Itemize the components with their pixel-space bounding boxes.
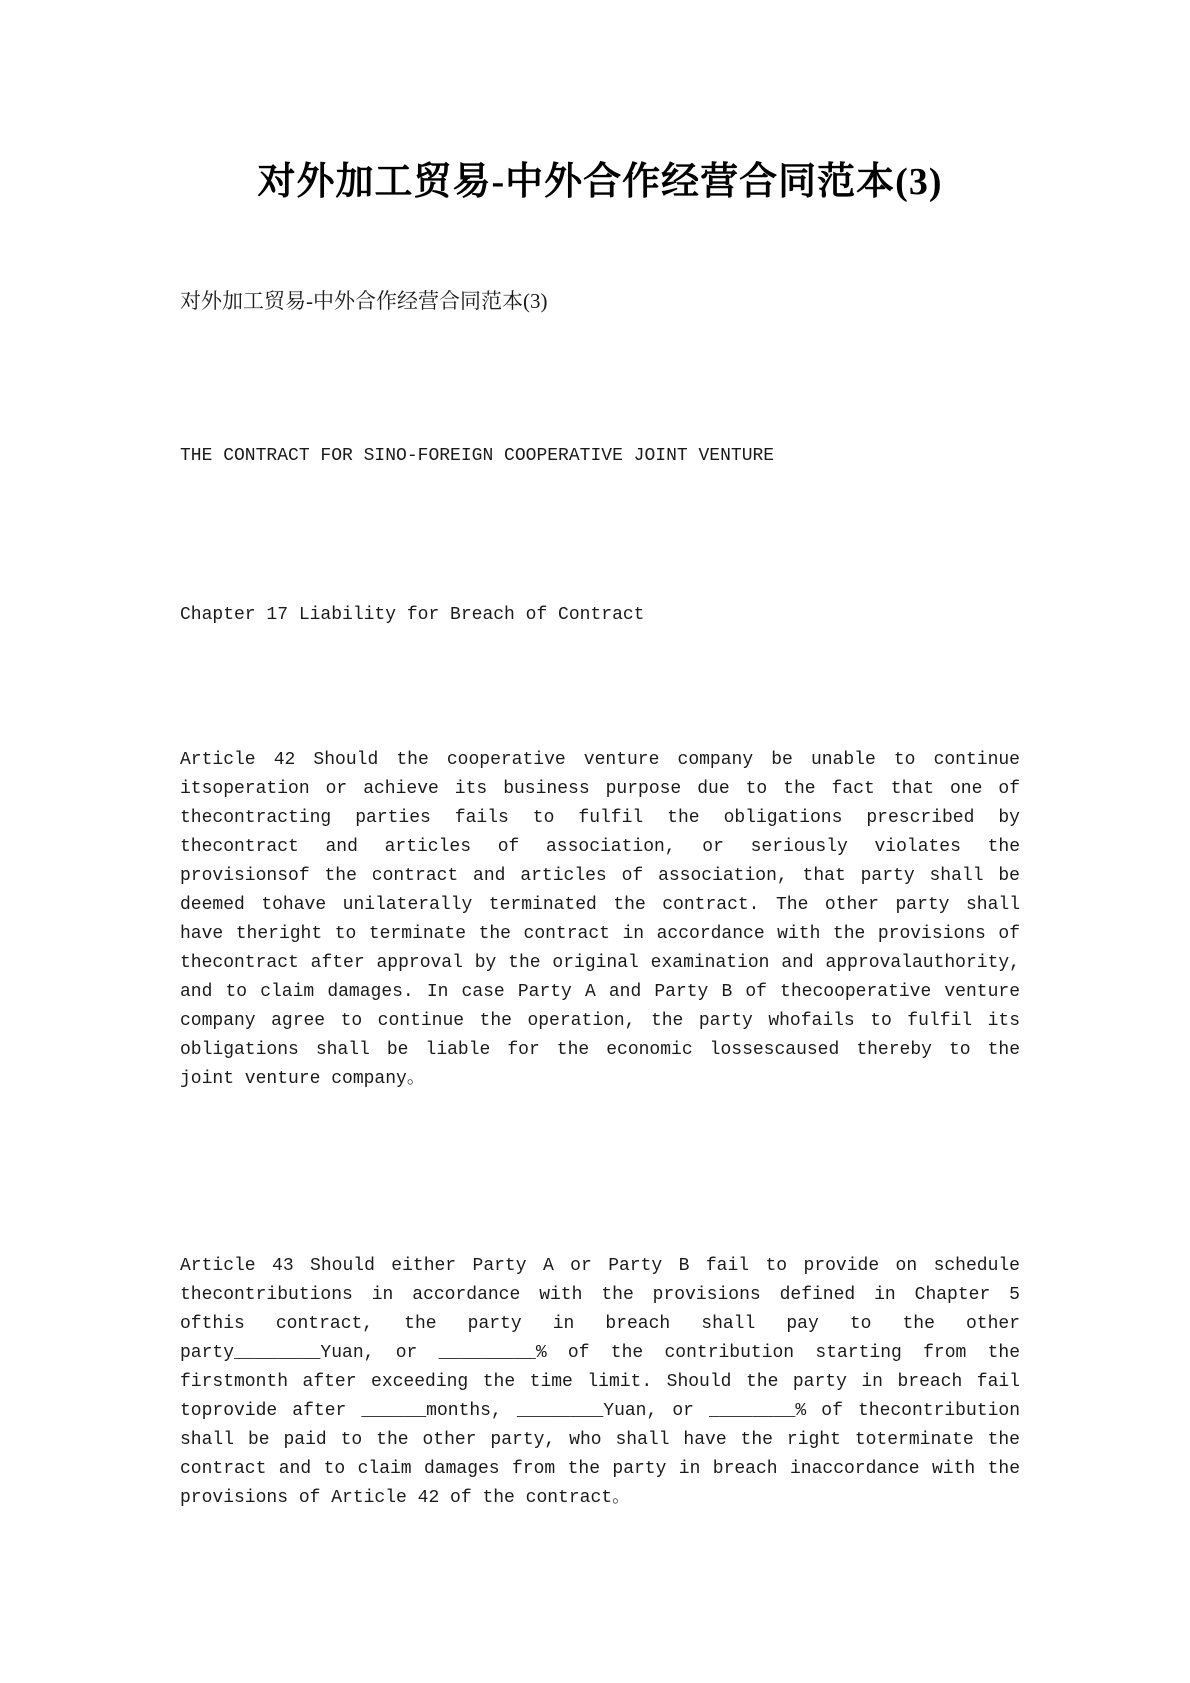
document-title: 对外加工贸易-中外合作经营合同范本(3) bbox=[257, 161, 943, 203]
chapter-heading: Chapter 17 Liability for Breach of Contract bbox=[180, 604, 645, 625]
contract-heading: THE CONTRACT FOR SINO-FOREIGN COOPERATIVE JOINT VENTURE bbox=[180, 445, 775, 466]
article-43-paragraph: Article 43 Should either Party A or Party B fail to provide on schedule thecontributions in accordance with the provisions defined in Chapter 5 ofthis contract, the party in breach shall pay to the other party________Yuan, or _________% of the contribution starting from the firstmonth after exceeding the time limit. Should the party in breach fail toprovide after ______months, ________Yuan, or ________% of thecontribution shall be paid to the other party, who shall have the right toterminate the contract and to claim damages from the party in breach inaccordance with the provisions of Article 42 of the contract。 bbox=[180, 1255, 1020, 1508]
document-subtitle: 对外加工贸易-中外合作经营合同范本(3) bbox=[180, 289, 548, 314]
article-42-paragraph: Article 42 Should the cooperative venture company be unable to continue itsoperation or achieve its business purpose due to the fact that one of thecontracting parties fails to fulfil the obligations prescribed by thecontract and articles of association, or seriously violates the provisionsof the contract and articles of association, that party shall be deemed tohave unilaterally terminated the contract. The other party shall have theright to terminate the contract in accordance with the provisions of thecontract after approval by the original examination and approvalauthority, and to claim damages. In case Party A and Party B of thecooperative venture company agree to continue the operation, the party whofails to fulfil its obligations shall be liable for the economic lossescaused thereby to the joint venture company。 bbox=[180, 749, 1020, 1089]
